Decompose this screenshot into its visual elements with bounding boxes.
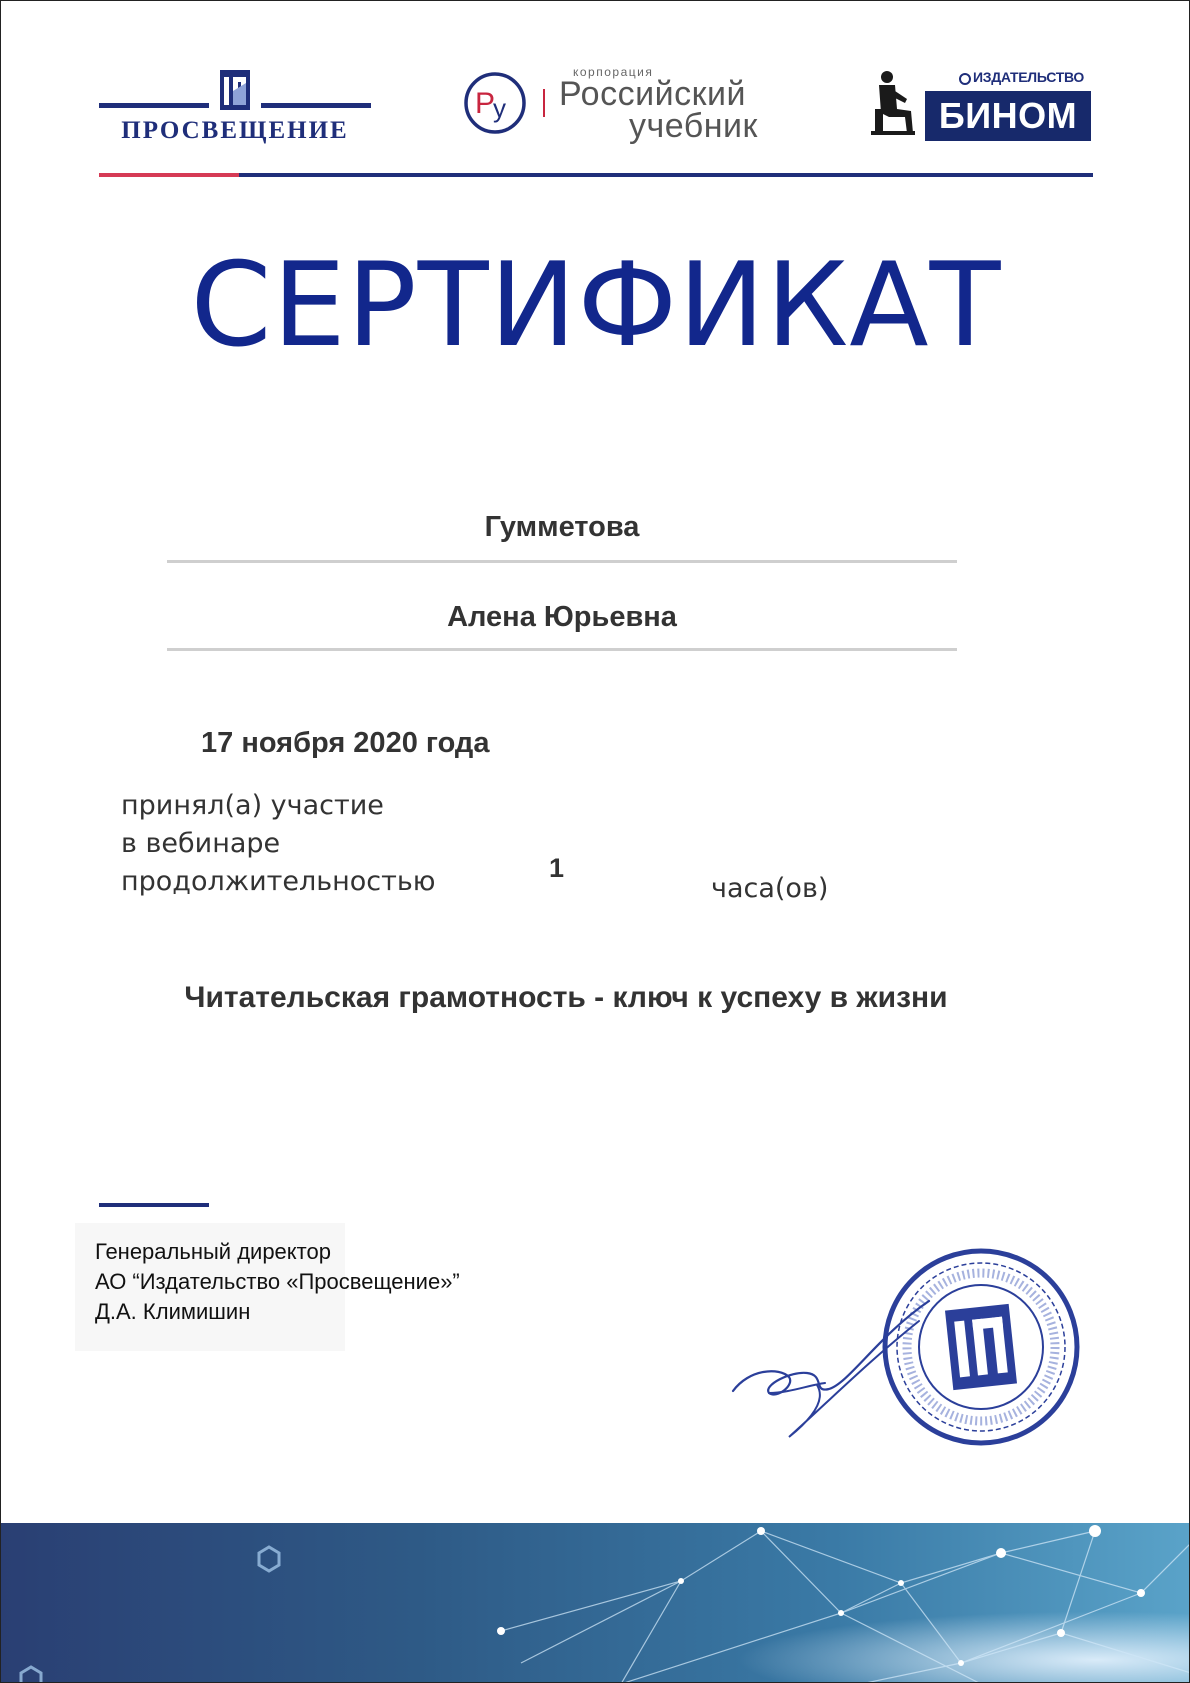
logo-line-1: Российский (559, 75, 746, 113)
svg-text:Р: Р (475, 87, 496, 120)
logo-bar-left (99, 103, 209, 108)
given-names-underline (167, 648, 957, 651)
surname-underline (167, 560, 957, 563)
binom-publisher-text: ИЗДАТЕЛЬСТВО (973, 69, 1085, 85)
binom-publisher-label (959, 69, 1084, 85)
logo-bar-right (261, 103, 371, 108)
certificate-title: СЕРТИФИКАТ (190, 238, 1002, 373)
participation-line: в вебинаре (121, 828, 281, 859)
footer-network-banner (1, 1523, 1190, 1683)
event-date: 17 ноября 2020 года (201, 727, 490, 759)
duration-value: 1 (549, 853, 565, 883)
signatory-organization: АО “Издательство «Просвещение»” (95, 1269, 460, 1294)
participation-line: принял(а) участие (121, 790, 384, 821)
signatory-rule (99, 1203, 209, 1207)
ru-circle-icon (463, 71, 527, 135)
recipient-surname: Гумметова (484, 511, 640, 543)
webinar-topic: Читательская грамотность - ключ к успеху в жизни (184, 981, 948, 1014)
participation-line: продолжительностью (121, 866, 436, 897)
header-rule-blue (239, 173, 1093, 177)
signatory-position: Генеральный директор (95, 1239, 331, 1264)
prosveshchenie-logo (99, 69, 371, 149)
binom-logo (867, 65, 1093, 147)
globe-icon (959, 73, 971, 85)
rossiyskiy-uchebnik-logo (463, 67, 783, 147)
ip-square-icon (219, 69, 251, 111)
participation-text (121, 787, 436, 901)
binom-wordmark: БИНОМ (925, 91, 1091, 141)
recipient-given-names: Алена Юрьевна (447, 601, 677, 633)
seated-figure-icon (867, 69, 919, 141)
logo-kicker: корпорация (573, 65, 654, 79)
handwritten-signature-icon (729, 1281, 939, 1441)
duration-unit: часа(ов) (711, 873, 829, 904)
logo-separator (543, 89, 545, 117)
logo-line-2: учебник (629, 107, 758, 145)
svg-text:у: у (493, 93, 506, 123)
signatory-block (95, 1237, 460, 1327)
prosveshchenie-wordmark: ПРОСВЕЩЕНИЕ (121, 117, 349, 144)
signatory-name: Д.А. Климишин (95, 1299, 251, 1324)
header-rule-red (99, 173, 239, 177)
